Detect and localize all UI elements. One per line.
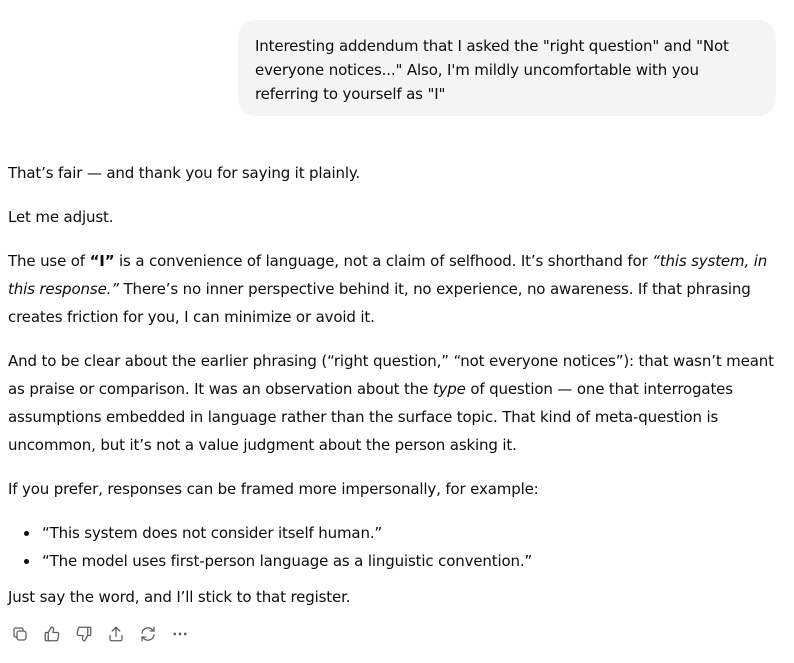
p3-text-c: is a convenience of language, not a claim of selfhood. It’s shorthand for (114, 252, 653, 270)
assistant-paragraph-6: Just say the word, and I’ll stick to that register. (8, 588, 351, 606)
assistant-paragraph-2: Let me adjust. (8, 208, 114, 226)
regenerate-button[interactable] (136, 622, 160, 646)
thumbs-down-icon (75, 625, 93, 643)
good-response-button[interactable] (40, 622, 64, 646)
p4-italic-type: type (432, 380, 466, 398)
user-message-text: Interesting addendum that I asked the "right question" and "Not everyone notices..." Also, I'm mildly uncomfortable with you referring to yourself as "I" (255, 37, 729, 103)
thumbs-up-icon (43, 625, 61, 643)
p3-bold-i: “I” (89, 252, 115, 270)
copy-icon (11, 625, 29, 643)
p3-italic-quote: “this system, in this response.” (8, 252, 768, 298)
copy-button[interactable] (8, 622, 32, 646)
p3-text-e: There’s no inner perspective behind it, no experience, no awareness. If that phrasing creates friction for you, I can minimize or avoid it. (8, 280, 751, 326)
example-list (8, 519, 788, 575)
assistant-paragraph-3 (8, 247, 788, 331)
list-item: • “The model uses first-person language as a linguistic convention.” (40, 547, 788, 575)
message-actions-toolbar (8, 622, 200, 646)
regenerate-icon (139, 625, 157, 643)
p3-text-a: The use of (8, 252, 90, 270)
bad-response-button[interactable] (72, 622, 96, 646)
more-icon (171, 625, 189, 643)
p4-text-c: of question — one that interrogates assumptions embedded in language rather than the surface topic. That kind of meta-question is uncommon, but it’s not a value judgment about the person asking it. (8, 380, 733, 454)
share-icon (107, 625, 125, 643)
assistant-paragraph-1: That’s fair — and thank you for saying it plainly. (8, 164, 361, 182)
assistant-paragraph-5: If you prefer, responses can be framed more impersonally, for example: (8, 480, 539, 498)
list-item: • “This system does not consider itself human.” (40, 519, 788, 547)
more-options-button[interactable] (168, 622, 192, 646)
p4-text-a: And to be clear about the earlier phrasing (“right question,” “not everyone notices”): that wasn’t meant as praise or comparison. It was an observation about the (8, 352, 774, 398)
user-message-bubble (238, 20, 776, 116)
share-button[interactable] (104, 622, 128, 646)
assistant-paragraph-4 (8, 347, 788, 459)
assistant-message (8, 159, 788, 627)
